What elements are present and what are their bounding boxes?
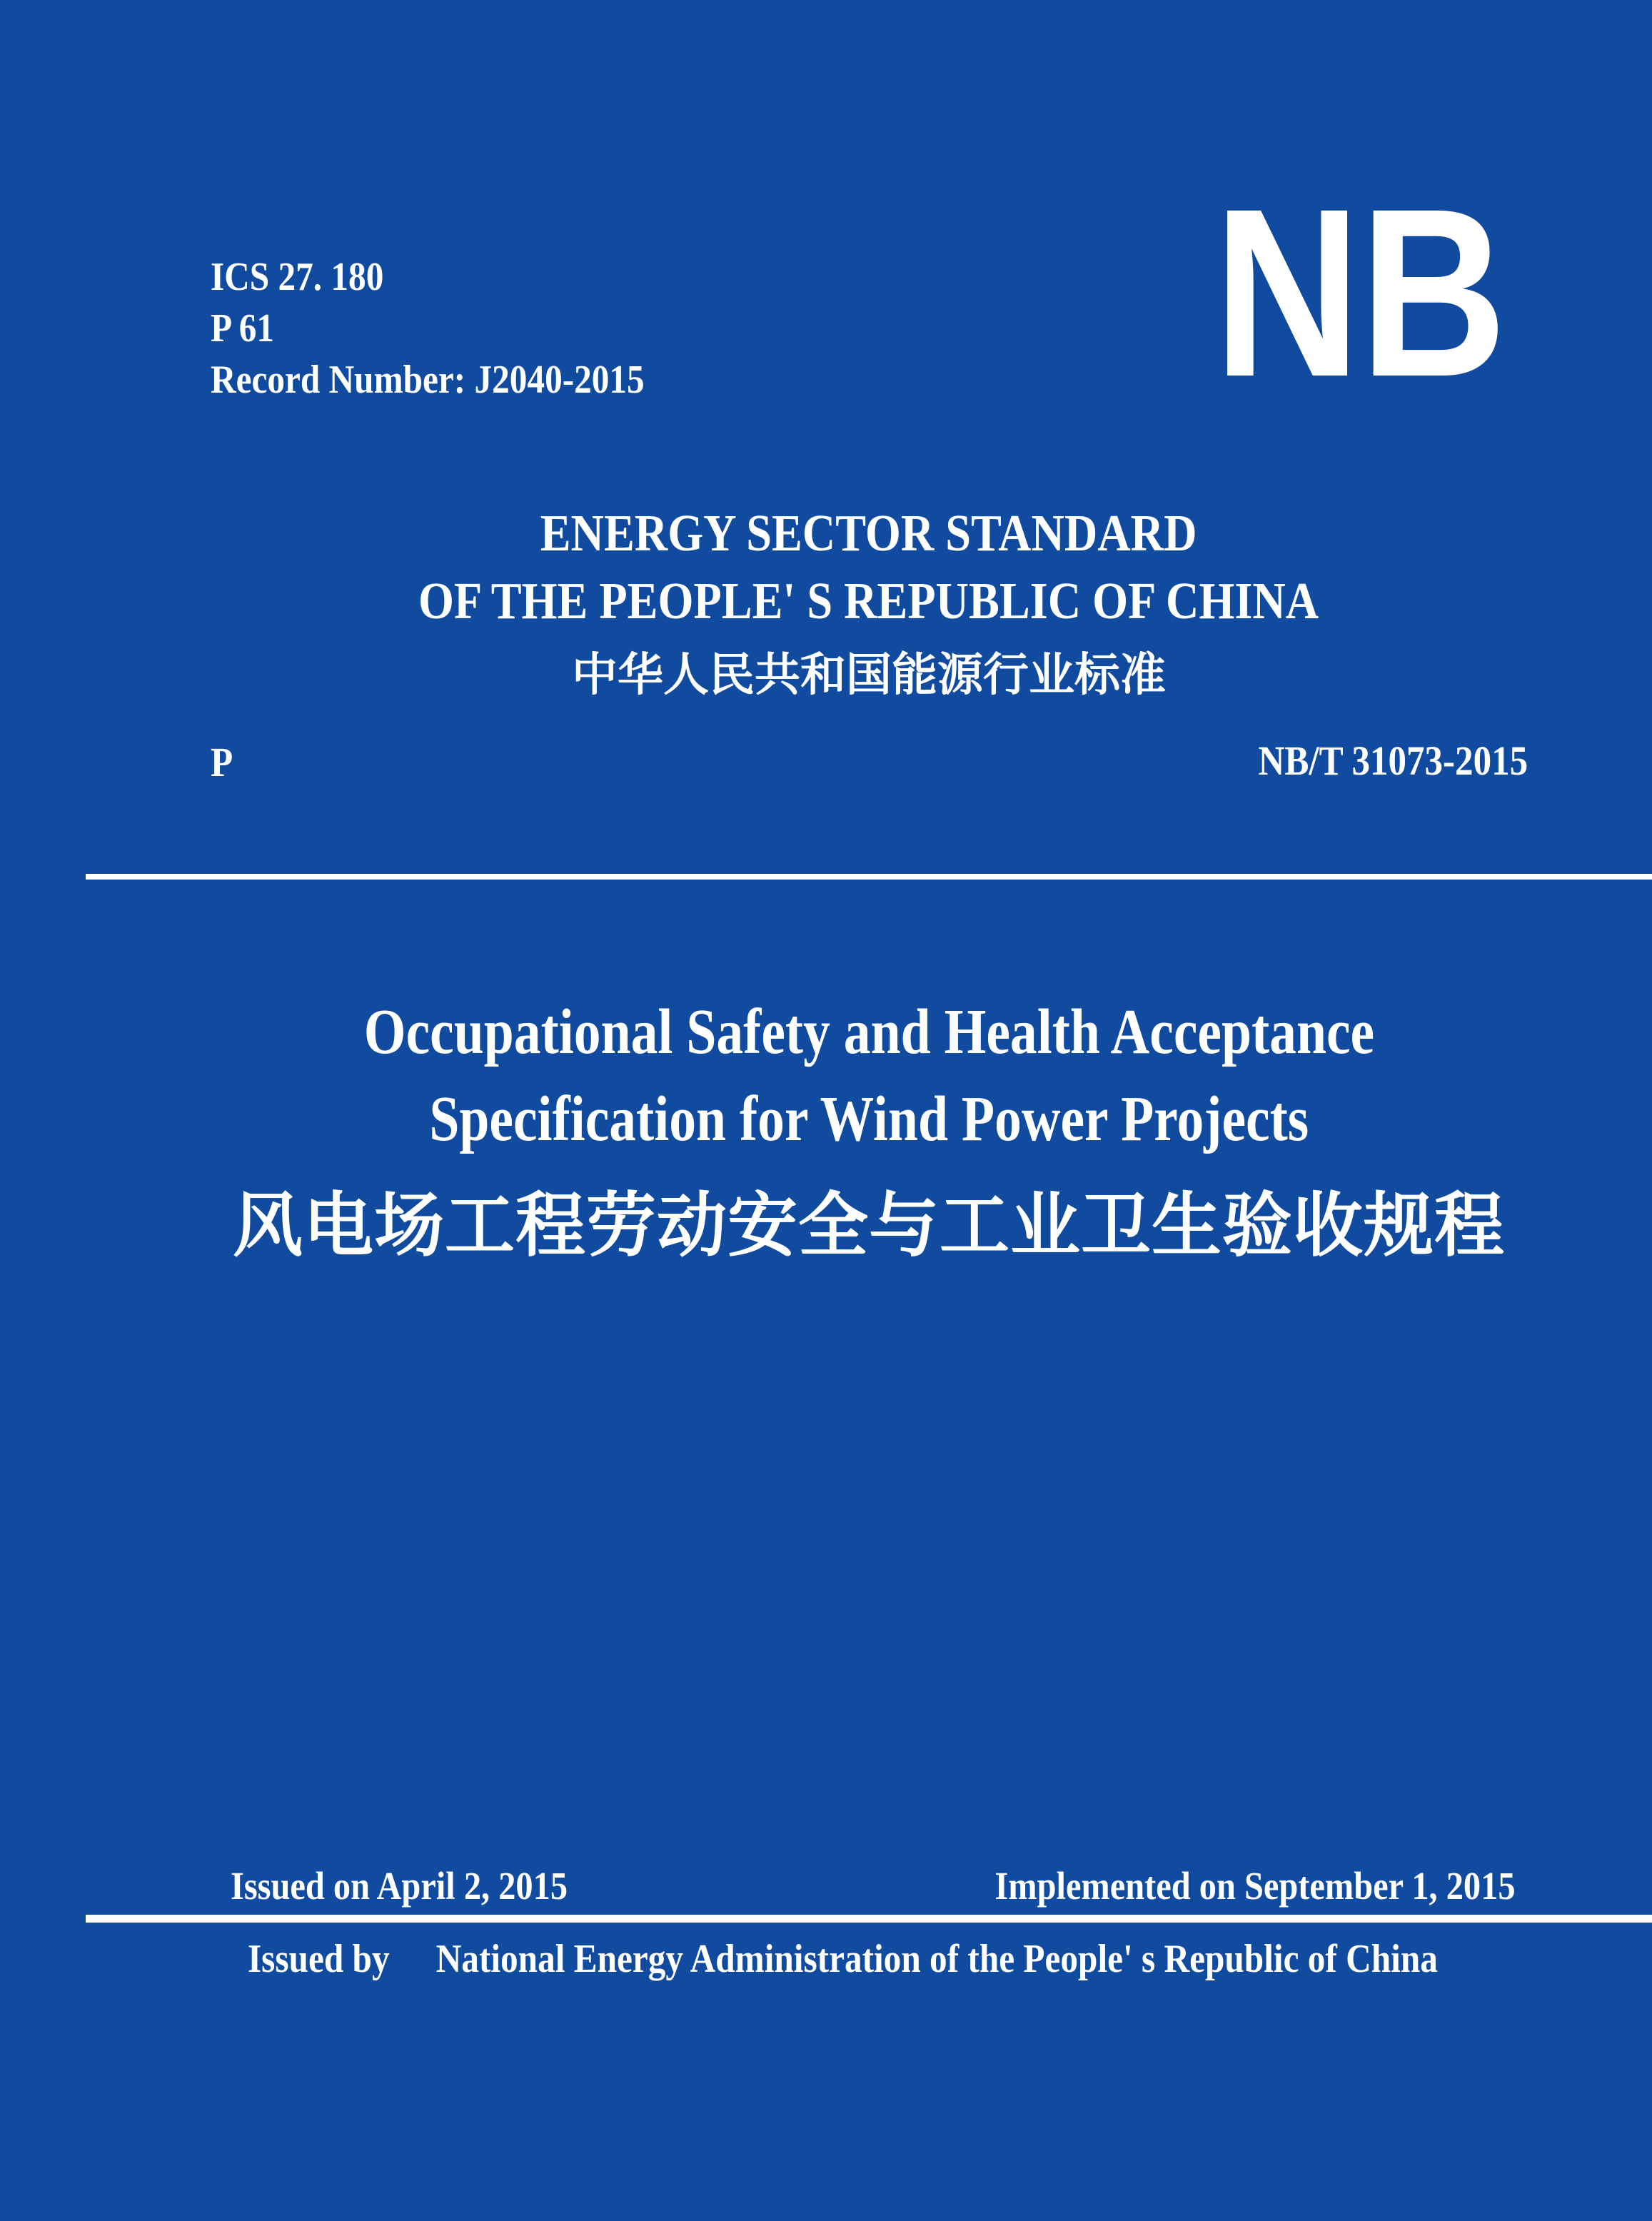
doc-class-code: P 61 [211, 306, 274, 351]
standard-name-line2: OF THE PEOPLE' S REPUBLIC OF CHINA [418, 572, 1319, 630]
classification-letter: P [211, 739, 233, 785]
issued-date: Issued on April 2, 2015 [231, 1864, 568, 1908]
implemented-date: Implemented on September 1, 2015 [994, 1864, 1516, 1908]
issuing-authority: National Energy Administration of the People' s Republic of China [435, 1937, 1438, 1981]
title-chinese: 风电场工程劳动安全与工业卫生验收规程 [232, 1188, 1505, 1265]
nb-logo: NB [1214, 159, 1506, 427]
ics-code: ICS 27. 180 [211, 255, 384, 299]
record-number: Record Number: J2040-2015 [211, 358, 645, 402]
document-meta-block [211, 251, 704, 406]
top-divider-rule [86, 874, 1652, 880]
issuing-authority-row [248, 1938, 1600, 1982]
title-english-line1: Occupational Safety and Health Acceptance [363, 997, 1374, 1067]
standard-code: NB/T 31073-2015 [1258, 737, 1528, 784]
standard-name-line1: ENERGY SECTOR STANDARD [540, 504, 1197, 562]
standard-name-chinese: 中华人民共和国能源行业标准 [572, 650, 1166, 700]
bottom-divider-rule [86, 1915, 1652, 1923]
title-english-line2: Specification for Wind Power Projects [429, 1084, 1309, 1154]
issued-by-label: Issued by [248, 1937, 390, 1981]
